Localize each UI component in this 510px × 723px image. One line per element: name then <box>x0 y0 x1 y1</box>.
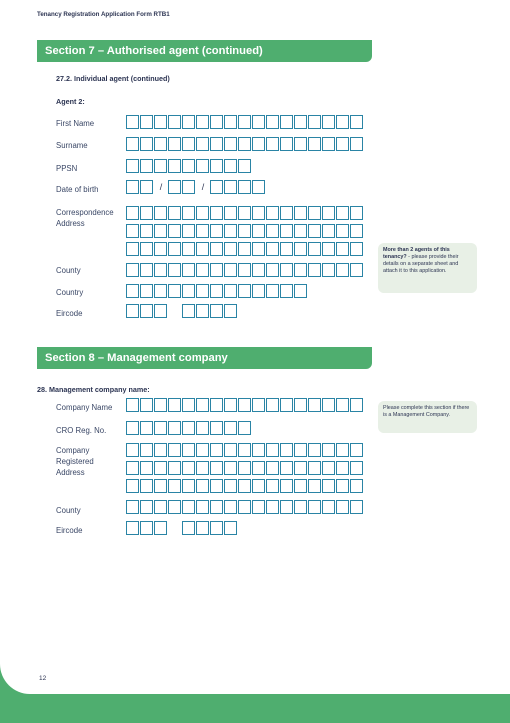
char-box[interactable] <box>210 242 223 256</box>
page-number: 12 <box>39 675 47 682</box>
char-box[interactable] <box>280 224 293 238</box>
char-box[interactable] <box>280 206 293 220</box>
char-box[interactable] <box>168 421 181 435</box>
address-line-1-field[interactable] <box>126 206 364 220</box>
char-box[interactable] <box>126 443 139 457</box>
char-box[interactable] <box>154 159 167 173</box>
char-box[interactable] <box>238 421 251 435</box>
char-box[interactable] <box>308 398 321 412</box>
country-field[interactable] <box>126 284 308 298</box>
char-box[interactable] <box>154 115 167 129</box>
char-box[interactable] <box>182 304 195 318</box>
char-box[interactable] <box>168 284 181 298</box>
char-box[interactable] <box>252 500 265 514</box>
char-box[interactable] <box>238 224 251 238</box>
char-box[interactable] <box>140 263 153 277</box>
surname-label: Surname <box>56 141 88 150</box>
char-box[interactable] <box>294 500 307 514</box>
char-box[interactable] <box>350 206 363 220</box>
section-8-question: 28. Management company name: <box>37 385 150 394</box>
char-box[interactable] <box>266 461 279 475</box>
char-box[interactable] <box>350 263 363 277</box>
char-box[interactable] <box>196 263 209 277</box>
char-box[interactable] <box>308 461 321 475</box>
section-8-note-text: Please complete this section if there is a Management Company. <box>383 405 470 418</box>
char-box[interactable] <box>224 180 237 194</box>
eircode-field[interactable] <box>126 304 238 318</box>
char-box[interactable] <box>266 443 279 457</box>
char-box[interactable] <box>336 479 349 493</box>
char-box[interactable] <box>126 242 139 256</box>
char-box[interactable] <box>154 443 167 457</box>
char-box[interactable] <box>168 398 181 412</box>
char-box[interactable] <box>336 398 349 412</box>
char-box[interactable] <box>224 500 237 514</box>
document-title: Tenancy Registration Application Form RTB1 <box>37 11 170 18</box>
char-box[interactable] <box>224 421 237 435</box>
char-box[interactable] <box>126 115 139 129</box>
section-8-note <box>378 401 477 433</box>
section-7-banner: Section 7 – Authorised agent (continued) <box>37 40 372 62</box>
char-box[interactable] <box>196 159 209 173</box>
char-box[interactable] <box>294 443 307 457</box>
char-box[interactable] <box>280 461 293 475</box>
char-box[interactable] <box>168 443 181 457</box>
char-box[interactable] <box>336 461 349 475</box>
char-box[interactable] <box>140 159 153 173</box>
char-box[interactable] <box>350 398 363 412</box>
char-box[interactable] <box>238 137 251 151</box>
char-box[interactable] <box>224 461 237 475</box>
char-box[interactable] <box>266 242 279 256</box>
section-8-county-field[interactable] <box>126 500 364 514</box>
char-box[interactable] <box>252 115 265 129</box>
char-box[interactable] <box>140 521 153 535</box>
footer-band <box>0 694 510 723</box>
char-box[interactable] <box>322 500 335 514</box>
char-box[interactable] <box>196 304 209 318</box>
char-box[interactable] <box>126 180 139 194</box>
registered-address-label: Address <box>56 468 85 477</box>
char-box[interactable] <box>252 263 265 277</box>
char-box[interactable] <box>196 242 209 256</box>
char-box[interactable] <box>266 263 279 277</box>
char-box[interactable] <box>196 521 209 535</box>
char-box[interactable] <box>350 224 363 238</box>
char-box[interactable] <box>154 242 167 256</box>
char-box[interactable] <box>154 137 167 151</box>
country-label: Country <box>56 288 84 297</box>
char-box[interactable] <box>224 115 237 129</box>
char-box[interactable] <box>182 180 195 194</box>
section-8-county-label: County <box>56 506 81 515</box>
char-box[interactable] <box>280 479 293 493</box>
char-box[interactable] <box>280 115 293 129</box>
char-box[interactable] <box>266 206 279 220</box>
char-box[interactable] <box>224 206 237 220</box>
char-box[interactable] <box>168 479 181 493</box>
char-box[interactable] <box>210 500 223 514</box>
char-box[interactable] <box>126 398 139 412</box>
char-box[interactable] <box>308 115 321 129</box>
box-gap <box>168 521 182 535</box>
char-box[interactable] <box>308 263 321 277</box>
char-box[interactable] <box>140 284 153 298</box>
char-box[interactable] <box>140 398 153 412</box>
char-box[interactable] <box>182 443 195 457</box>
char-box[interactable] <box>140 461 153 475</box>
char-box[interactable] <box>238 479 251 493</box>
char-box[interactable] <box>182 137 195 151</box>
char-box[interactable] <box>238 461 251 475</box>
char-box[interactable] <box>140 443 153 457</box>
section-8-eircode-field[interactable] <box>126 521 238 535</box>
char-box[interactable] <box>252 284 265 298</box>
char-box[interactable] <box>224 159 237 173</box>
char-box[interactable] <box>252 224 265 238</box>
char-box[interactable] <box>196 398 209 412</box>
dob-separator: / <box>201 182 205 192</box>
char-box[interactable] <box>350 479 363 493</box>
dob-separator: / <box>159 182 163 192</box>
agent-2-heading: Agent 2: <box>56 97 85 106</box>
char-box[interactable] <box>294 224 307 238</box>
char-box[interactable] <box>238 242 251 256</box>
char-box[interactable] <box>182 242 195 256</box>
char-box[interactable] <box>140 304 153 318</box>
char-box[interactable] <box>182 115 195 129</box>
section-7-note-text: - please provide their details on a separate sheet and attach it to this application. <box>383 254 459 274</box>
char-box[interactable] <box>252 137 265 151</box>
char-box[interactable] <box>126 304 139 318</box>
char-box[interactable] <box>168 180 181 194</box>
char-box[interactable] <box>308 443 321 457</box>
dob-label: Date of birth <box>56 185 99 194</box>
char-box[interactable] <box>210 206 223 220</box>
char-box[interactable] <box>154 263 167 277</box>
char-box[interactable] <box>224 398 237 412</box>
char-box[interactable] <box>168 115 181 129</box>
char-box[interactable] <box>196 137 209 151</box>
char-box[interactable] <box>196 461 209 475</box>
char-box[interactable] <box>322 461 335 475</box>
box-gap <box>168 304 182 318</box>
char-box[interactable] <box>294 137 307 151</box>
char-box[interactable] <box>168 263 181 277</box>
char-box[interactable] <box>238 284 251 298</box>
char-box[interactable] <box>154 284 167 298</box>
surname-field[interactable] <box>126 137 364 151</box>
char-box[interactable] <box>266 115 279 129</box>
char-box[interactable] <box>154 479 167 493</box>
char-box[interactable] <box>182 284 195 298</box>
county-field[interactable] <box>126 263 364 277</box>
char-box[interactable] <box>182 500 195 514</box>
char-box[interactable] <box>224 242 237 256</box>
ppsn-label: PPSN <box>56 164 78 173</box>
char-box[interactable] <box>126 206 139 220</box>
address-line-2-field[interactable] <box>126 224 364 238</box>
char-box[interactable] <box>182 159 195 173</box>
char-box[interactable] <box>210 159 223 173</box>
char-box[interactable] <box>182 206 195 220</box>
char-box[interactable] <box>224 304 237 318</box>
char-box[interactable] <box>154 421 167 435</box>
cro-field[interactable] <box>126 421 252 435</box>
char-box[interactable] <box>252 479 265 493</box>
char-box[interactable] <box>350 115 363 129</box>
char-box[interactable] <box>308 500 321 514</box>
section-8-eircode-label: Eircode <box>56 526 83 535</box>
char-box[interactable] <box>238 180 251 194</box>
char-box[interactable] <box>140 421 153 435</box>
char-box[interactable] <box>210 398 223 412</box>
char-box[interactable] <box>252 180 265 194</box>
char-box[interactable] <box>336 242 349 256</box>
char-box[interactable] <box>210 263 223 277</box>
char-box[interactable] <box>196 206 209 220</box>
char-box[interactable] <box>280 500 293 514</box>
char-box[interactable] <box>224 263 237 277</box>
registered-label: Registered <box>56 457 94 466</box>
char-box[interactable] <box>140 206 153 220</box>
char-box[interactable] <box>350 137 363 151</box>
char-box[interactable] <box>224 137 237 151</box>
address-line-3-field[interactable] <box>126 242 364 256</box>
char-box[interactable] <box>154 224 167 238</box>
section-7-note-bold: More than 2 agents of this tenancy? <box>383 247 450 260</box>
char-box[interactable] <box>322 398 335 412</box>
char-box[interactable] <box>168 137 181 151</box>
char-box[interactable] <box>322 224 335 238</box>
char-box[interactable] <box>238 443 251 457</box>
char-box[interactable] <box>252 461 265 475</box>
char-box[interactable] <box>336 137 349 151</box>
ppsn-field[interactable] <box>126 159 252 173</box>
char-box[interactable] <box>182 421 195 435</box>
char-box[interactable] <box>322 206 335 220</box>
char-box[interactable] <box>126 479 139 493</box>
char-box[interactable] <box>280 284 293 298</box>
char-box[interactable] <box>210 284 223 298</box>
char-box[interactable] <box>322 115 335 129</box>
char-box[interactable] <box>224 443 237 457</box>
char-box[interactable] <box>140 115 153 129</box>
char-box[interactable] <box>210 224 223 238</box>
char-box[interactable] <box>126 224 139 238</box>
char-box[interactable] <box>182 479 195 493</box>
char-box[interactable] <box>210 461 223 475</box>
char-box[interactable] <box>322 242 335 256</box>
char-box[interactable] <box>280 443 293 457</box>
char-box[interactable] <box>294 115 307 129</box>
char-box[interactable] <box>350 500 363 514</box>
char-box[interactable] <box>238 500 251 514</box>
county-label: County <box>56 266 81 275</box>
section-7-subtitle: 27.2. Individual agent (continued) <box>56 74 170 83</box>
char-box[interactable] <box>154 398 167 412</box>
char-box[interactable] <box>336 206 349 220</box>
char-box[interactable] <box>294 284 307 298</box>
char-box[interactable] <box>154 521 167 535</box>
char-box[interactable] <box>266 224 279 238</box>
char-box[interactable] <box>182 263 195 277</box>
char-box[interactable] <box>168 242 181 256</box>
char-box[interactable] <box>126 421 139 435</box>
char-box[interactable] <box>238 398 251 412</box>
char-box[interactable] <box>168 159 181 173</box>
char-box[interactable] <box>294 479 307 493</box>
char-box[interactable] <box>126 284 139 298</box>
char-box[interactable] <box>294 461 307 475</box>
char-box[interactable] <box>238 115 251 129</box>
company-label: Company <box>56 446 90 455</box>
char-box[interactable] <box>182 461 195 475</box>
char-box[interactable] <box>140 137 153 151</box>
char-box[interactable] <box>140 500 153 514</box>
char-box[interactable] <box>252 398 265 412</box>
section-8-banner: Section 8 – Management company <box>37 347 372 369</box>
char-box[interactable] <box>182 224 195 238</box>
char-box[interactable] <box>210 180 223 194</box>
char-box[interactable] <box>154 304 167 318</box>
correspondence-label: Correspondence <box>56 208 114 217</box>
char-box[interactable] <box>252 242 265 256</box>
char-box[interactable] <box>126 137 139 151</box>
char-box[interactable] <box>294 263 307 277</box>
char-box[interactable] <box>154 206 167 220</box>
char-box[interactable] <box>140 224 153 238</box>
char-box[interactable] <box>322 443 335 457</box>
char-box[interactable] <box>294 398 307 412</box>
char-box[interactable] <box>224 224 237 238</box>
char-box[interactable] <box>336 115 349 129</box>
char-box[interactable] <box>168 224 181 238</box>
char-box[interactable] <box>196 421 209 435</box>
cro-label: CRO Reg. No. <box>56 426 107 435</box>
char-box[interactable] <box>210 521 223 535</box>
char-box[interactable] <box>196 224 209 238</box>
char-box[interactable] <box>126 263 139 277</box>
char-box[interactable] <box>140 242 153 256</box>
char-box[interactable] <box>140 180 153 194</box>
char-box[interactable] <box>252 443 265 457</box>
char-box[interactable] <box>238 206 251 220</box>
char-box[interactable] <box>322 137 335 151</box>
company-name-field[interactable] <box>126 398 364 412</box>
char-box[interactable] <box>336 443 349 457</box>
char-box[interactable] <box>280 242 293 256</box>
char-box[interactable] <box>154 461 167 475</box>
registered-address-line-2-field[interactable] <box>126 461 364 475</box>
char-box[interactable] <box>210 421 223 435</box>
char-box[interactable] <box>280 137 293 151</box>
char-box[interactable] <box>350 461 363 475</box>
char-box[interactable] <box>336 263 349 277</box>
char-box[interactable] <box>168 500 181 514</box>
char-box[interactable] <box>280 398 293 412</box>
char-box[interactable] <box>266 479 279 493</box>
char-box[interactable] <box>168 206 181 220</box>
registered-address-line-3-field[interactable] <box>126 479 364 493</box>
char-box[interactable] <box>126 159 139 173</box>
char-box[interactable] <box>238 159 251 173</box>
char-box[interactable] <box>336 224 349 238</box>
char-box[interactable] <box>266 398 279 412</box>
char-box[interactable] <box>196 115 209 129</box>
char-box[interactable] <box>210 304 223 318</box>
char-box[interactable] <box>210 137 223 151</box>
char-box[interactable] <box>154 500 167 514</box>
eircode-label: Eircode <box>56 309 83 318</box>
char-box[interactable] <box>322 479 335 493</box>
address-label: Address <box>56 219 85 228</box>
char-box[interactable] <box>168 461 181 475</box>
char-box[interactable] <box>140 479 153 493</box>
char-box[interactable] <box>294 242 307 256</box>
char-box[interactable] <box>196 500 209 514</box>
char-box[interactable] <box>308 224 321 238</box>
char-box[interactable] <box>210 443 223 457</box>
char-box[interactable] <box>182 521 195 535</box>
char-box[interactable] <box>210 115 223 129</box>
char-box[interactable] <box>126 461 139 475</box>
char-box[interactable] <box>196 284 209 298</box>
char-box[interactable] <box>294 206 307 220</box>
char-box[interactable] <box>196 479 209 493</box>
char-box[interactable] <box>308 206 321 220</box>
char-box[interactable] <box>238 263 251 277</box>
char-box[interactable] <box>126 521 139 535</box>
char-box[interactable] <box>266 284 279 298</box>
char-box[interactable] <box>210 479 223 493</box>
char-box[interactable] <box>182 398 195 412</box>
char-box[interactable] <box>322 263 335 277</box>
char-box[interactable] <box>308 137 321 151</box>
first-name-field[interactable] <box>126 115 364 129</box>
char-box[interactable] <box>224 479 237 493</box>
char-box[interactable] <box>196 443 209 457</box>
char-box[interactable] <box>126 500 139 514</box>
char-box[interactable] <box>224 284 237 298</box>
char-box[interactable] <box>266 137 279 151</box>
registered-address-line-1-field[interactable] <box>126 443 364 457</box>
char-box[interactable] <box>252 206 265 220</box>
char-box[interactable] <box>336 500 349 514</box>
char-box[interactable] <box>350 242 363 256</box>
char-box[interactable] <box>350 443 363 457</box>
company-name-label: Company Name <box>56 403 113 412</box>
char-box[interactable] <box>308 242 321 256</box>
first-name-label: First Name <box>56 119 95 128</box>
section-7-note <box>378 243 477 293</box>
char-box[interactable] <box>266 500 279 514</box>
char-box[interactable] <box>308 479 321 493</box>
char-box[interactable] <box>280 263 293 277</box>
char-box[interactable] <box>224 521 237 535</box>
dob-field[interactable] <box>126 180 266 194</box>
